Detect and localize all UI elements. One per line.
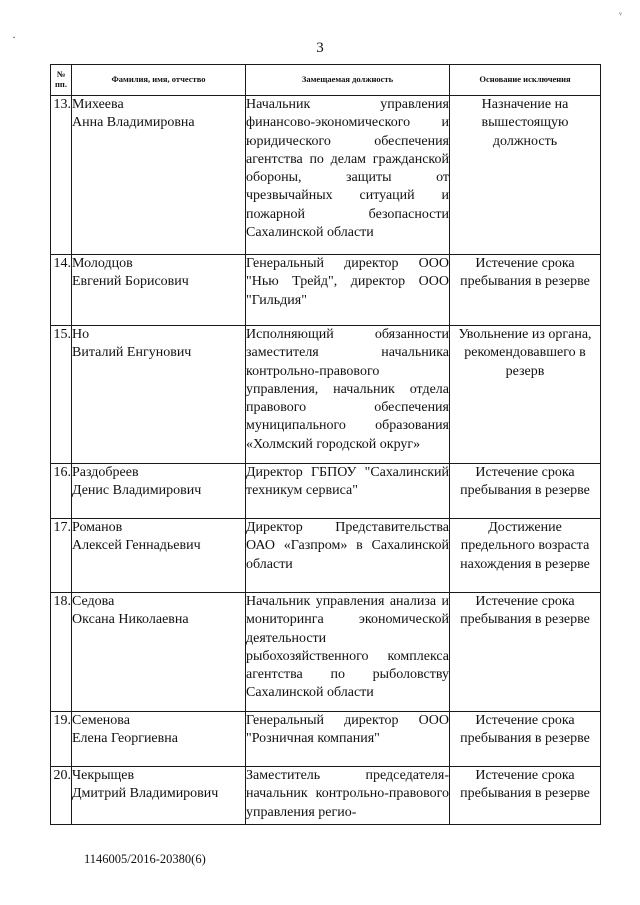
- reason-cell: Истечение срока пребывания в резерве: [450, 255, 601, 326]
- person-given-names: Оксана Николаевна: [72, 612, 189, 627]
- person-surname: Романов: [72, 520, 123, 535]
- reason-cell: Истечение срока пребывания в резерве: [450, 767, 601, 825]
- person-surname: Семенова: [72, 713, 130, 728]
- person-surname: Молодцов: [72, 256, 133, 271]
- person-surname: Седова: [72, 594, 115, 609]
- person-given-names: Елена Георгиевна: [72, 731, 178, 746]
- table-row: [51, 96, 601, 255]
- reason-cell: Увольнение из органа, рекомендовавшего в резерв: [450, 326, 601, 464]
- table-row: [51, 593, 601, 712]
- document-registration-code: 1146005/2016-20380(6): [84, 852, 206, 866]
- header-name: Фамилия, имя, отчество: [72, 65, 246, 96]
- table-row: [51, 464, 601, 519]
- row-number: 15.: [51, 326, 72, 464]
- table-header-row: [51, 65, 601, 96]
- person-given-names: Алексей Геннадьевич: [72, 538, 201, 553]
- table-row: [51, 767, 601, 825]
- reason-cell: Истечение срока пребывания в резерве: [450, 712, 601, 767]
- position-cell: Заместитель председателя-начальник контрольно-правового управления регио-: [246, 767, 450, 825]
- row-number: 20.: [51, 767, 72, 825]
- row-number: 16.: [51, 464, 72, 519]
- person-given-names: Дмитрий Владимирович: [72, 786, 219, 801]
- table-row: [51, 255, 601, 326]
- person-name: [72, 96, 246, 255]
- person-given-names: Денис Владимирович: [72, 483, 202, 498]
- position-cell: Генеральный директор ООО "Розничная компания": [246, 712, 450, 767]
- person-name: [72, 593, 246, 712]
- reason-cell: Истечение срока пребывания в резерве: [450, 464, 601, 519]
- header-num: № пп.: [51, 65, 72, 96]
- table-row: [51, 519, 601, 593]
- margin-dot: ·: [12, 30, 16, 44]
- table-row: [51, 326, 601, 464]
- reason-cell: Назначение на вышестоящую должность: [450, 96, 601, 255]
- header-reason: Основание исключения: [450, 65, 601, 96]
- person-surname: Раздобреев: [72, 465, 139, 480]
- person-given-names: Евгений Борисович: [72, 274, 189, 289]
- person-given-names: Анна Владимировна: [72, 115, 195, 130]
- header-position: Замещаемая должность: [246, 65, 450, 96]
- table-row: [51, 712, 601, 767]
- person-name: [72, 519, 246, 593]
- reason-cell: Истечение срока пребывания в резерве: [450, 593, 601, 712]
- position-cell: Директор ГБПОУ "Сахалинский техникум сервиса": [246, 464, 450, 519]
- position-cell: Генеральный директор ООО "Нью Трейд", директор ООО "Гильдия": [246, 255, 450, 326]
- row-number: 17.: [51, 519, 72, 593]
- person-given-names: Виталий Енгунович: [72, 345, 192, 360]
- row-number: 14.: [51, 255, 72, 326]
- reason-cell: Достижение предельного возраста нахождения в резерве: [450, 519, 601, 593]
- person-name: [72, 255, 246, 326]
- page-number: 3: [316, 40, 324, 56]
- corner-mark: ᵛ: [619, 10, 622, 21]
- row-number: 19.: [51, 712, 72, 767]
- position-cell: Директор Представительства ОАО «Газпром» в Сахалинской области: [246, 519, 450, 593]
- person-name: [72, 767, 246, 825]
- person-name: [72, 712, 246, 767]
- position-cell: Исполняющий обязанности заместителя начальника контрольно-правового управления, начальник отдела правового обеспечения муниципального образования «Холмский городской округ»: [246, 326, 450, 464]
- position-cell: Начальник управления анализа и мониторинга экономической деятельности рыбохозяйственного комплекса агентства по рыболовству Сахалинской области: [246, 593, 450, 712]
- row-number: 18.: [51, 593, 72, 712]
- person-name: [72, 326, 246, 464]
- person-surname: Михеева: [72, 97, 124, 112]
- person-surname: Но: [72, 327, 90, 342]
- row-number: 13.: [51, 96, 72, 255]
- person-name: [72, 464, 246, 519]
- reserve-exclusion-table: [50, 64, 601, 825]
- position-cell: Начальник управления финансово-экономического и юридического обеспечения агентства по делам гражданской обороны, защиты от чрезвычайных ситуаций и пожарной безопасности Сахалинской области: [246, 96, 450, 255]
- person-surname: Чекрыщев: [72, 768, 135, 783]
